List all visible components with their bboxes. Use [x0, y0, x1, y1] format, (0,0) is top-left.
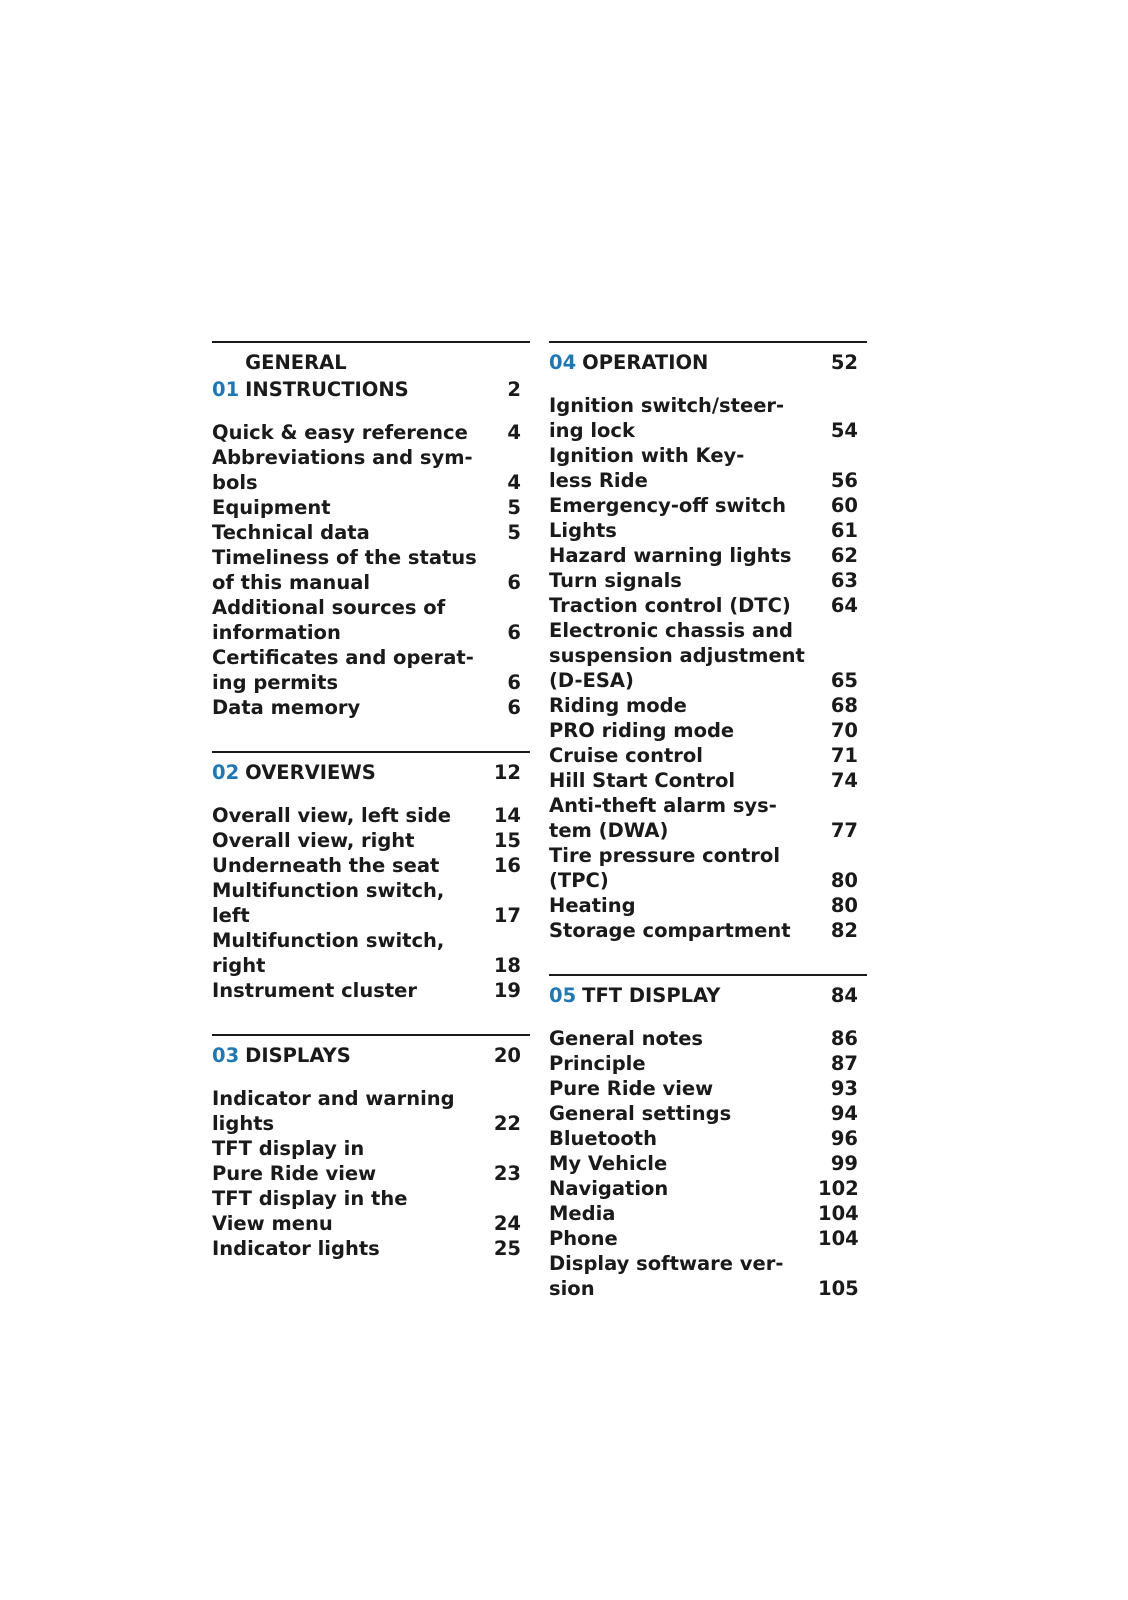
entry-title: Heating: [549, 894, 636, 917]
toc-entry[interactable]: [549, 1251, 867, 1301]
entry-page-number: 5: [507, 521, 521, 544]
entry-page-number: 22: [493, 1112, 521, 1135]
section-header[interactable]: [212, 349, 530, 403]
toc-entry[interactable]: [549, 1026, 867, 1051]
entry-page-number: 6: [507, 571, 521, 594]
entry-title: Traction control (DTC): [549, 594, 791, 617]
entry-page-number: 61: [830, 519, 858, 542]
section-page-number: 12: [493, 761, 521, 784]
entry-title: Pure Ride view: [549, 1077, 714, 1100]
entry-title: Indicator lights: [212, 1237, 380, 1260]
entry-page-number: 4: [507, 471, 521, 494]
toc-entry[interactable]: [549, 1126, 867, 1151]
section-header[interactable]: [549, 349, 867, 376]
entry-page-number: 77: [830, 819, 858, 842]
toc-entry[interactable]: [549, 518, 867, 543]
toc-entry[interactable]: [549, 893, 867, 918]
entry-page-number: 80: [830, 894, 858, 917]
toc-entry[interactable]: [549, 593, 867, 618]
entry-page-number: 104: [818, 1227, 859, 1250]
entry-page-number: 19: [493, 979, 521, 1002]
toc-entry[interactable]: [212, 420, 530, 445]
entry-title: Ignition with Key- less Ride: [549, 444, 745, 492]
section-page-number: 84: [830, 984, 858, 1007]
section-title: TFT DISPLAY: [582, 984, 721, 1007]
toc-entry[interactable]: [549, 1176, 867, 1201]
entry-title: General settings: [549, 1102, 732, 1125]
toc-section-04: [549, 341, 867, 943]
entry-page-number: 18: [493, 954, 521, 977]
entry-title: My Vehicle: [549, 1152, 668, 1175]
toc-section-05: [549, 974, 867, 1301]
entry-title: Bluetooth: [549, 1127, 657, 1150]
entry-title: TFT display in the View menu: [212, 1187, 408, 1235]
entry-title: Multifunction switch, right: [212, 929, 445, 977]
toc-entry[interactable]: [549, 1151, 867, 1176]
entry-page-number: 6: [507, 696, 521, 719]
entry-page-number: 23: [493, 1162, 521, 1185]
entry-title: Lights: [549, 519, 617, 542]
toc-entry[interactable]: [549, 768, 867, 793]
entry-title: Additional sources of information: [212, 596, 446, 644]
entry-title: Anti-theft alarm sys- tem (DWA): [549, 794, 777, 842]
entry-page-number: 87: [830, 1052, 858, 1075]
section-title: OVERVIEWS: [245, 761, 376, 784]
toc-entry[interactable]: [549, 1226, 867, 1251]
section-header[interactable]: [212, 759, 530, 786]
toc-entry[interactable]: [549, 918, 867, 943]
section-title: OPERATION: [582, 351, 709, 374]
entry-page-number: 68: [830, 694, 858, 717]
toc-section-03: [212, 1034, 530, 1261]
entry-title: TFT display in Pure Ride view: [212, 1137, 377, 1185]
toc-entry[interactable]: [549, 843, 867, 893]
toc-entry[interactable]: [549, 793, 867, 843]
entry-page-number: 74: [830, 769, 858, 792]
entry-page-number: 5: [507, 496, 521, 519]
entry-title: Tire pressure control (TPC): [549, 844, 781, 892]
entry-page-number: 71: [830, 744, 858, 767]
entry-title: Quick & easy reference: [212, 421, 468, 444]
toc-entry[interactable]: [212, 853, 530, 878]
toc-entry[interactable]: [549, 1201, 867, 1226]
section-number: 05: [549, 984, 577, 1007]
section-header[interactable]: [549, 982, 867, 1009]
entry-page-number: 54: [830, 419, 858, 442]
toc-entry[interactable]: [212, 495, 530, 520]
entry-page-number: 60: [830, 494, 858, 517]
toc-entry[interactable]: [549, 718, 867, 743]
entry-page-number: 70: [830, 719, 858, 742]
section-number: 04: [549, 351, 577, 374]
entry-title: Instrument cluster: [212, 979, 417, 1002]
section-page-number: 2: [507, 378, 521, 401]
entry-page-number: 25: [493, 1237, 521, 1260]
toc-entry[interactable]: [212, 545, 530, 595]
entry-title: Riding mode: [549, 694, 687, 717]
entry-title: Equipment: [212, 496, 331, 519]
toc-entry[interactable]: [549, 1101, 867, 1126]
toc-entry[interactable]: [212, 1236, 530, 1261]
entry-page-number: 15: [493, 829, 521, 852]
entry-title: Emergency-off switch: [549, 494, 786, 517]
entry-title: Overall view, left side: [212, 804, 452, 827]
toc-column-right: [549, 341, 867, 1301]
entry-title: Underneath the seat: [212, 854, 440, 877]
toc-entry[interactable]: [212, 1136, 530, 1186]
entry-page-number: 63: [830, 569, 858, 592]
toc-entry[interactable]: [549, 743, 867, 768]
section-number: 02: [212, 761, 240, 784]
entry-page-number: 17: [493, 904, 521, 927]
entry-page-number: 94: [830, 1102, 858, 1125]
entry-title: Cruise control: [549, 744, 703, 767]
entry-title: Display software ver- sion: [549, 1252, 784, 1300]
toc-entry[interactable]: [549, 693, 867, 718]
section-page-number: 20: [493, 1044, 521, 1067]
entry-title: Certificates and operat- ing permits: [212, 646, 474, 694]
section-title: DISPLAYS: [245, 1044, 351, 1067]
entry-title: Data memory: [212, 696, 361, 719]
toc-section-01: [212, 341, 530, 720]
toc-entry[interactable]: [549, 1051, 867, 1076]
entry-title: Storage compartment: [549, 919, 791, 942]
entry-title: Overall view, right: [212, 829, 415, 852]
toc-entry[interactable]: [549, 543, 867, 568]
entry-page-number: 82: [830, 919, 858, 942]
entry-page-number: 6: [507, 671, 521, 694]
entry-title: Hazard warning lights: [549, 544, 792, 567]
entry-title: Timeliness of the status of this manual: [212, 546, 477, 594]
toc-entry[interactable]: [212, 595, 530, 645]
entry-page-number: 14: [493, 804, 521, 827]
entry-page-number: 104: [818, 1202, 859, 1225]
section-page-number: 52: [830, 351, 858, 374]
entry-title: Electronic chassis and suspension adjustment (D-ESA): [549, 619, 805, 692]
entry-title: Media: [549, 1202, 616, 1225]
toc-column-left: [212, 341, 530, 1261]
toc-entry[interactable]: [212, 695, 530, 720]
entry-title: Navigation: [549, 1177, 669, 1200]
toc-entry[interactable]: [212, 803, 530, 828]
entry-page-number: 99: [830, 1152, 858, 1175]
entry-title: General notes: [549, 1027, 704, 1050]
entry-page-number: 93: [830, 1077, 858, 1100]
entry-page-number: 62: [830, 544, 858, 567]
section-header[interactable]: [212, 1042, 530, 1069]
entry-title: PRO riding mode: [549, 719, 735, 742]
toc-entry[interactable]: [212, 645, 530, 695]
entry-page-number: 4: [507, 421, 521, 444]
entry-title: Indicator and warning lights: [212, 1087, 455, 1135]
entry-title: Technical data: [212, 521, 370, 544]
entry-page-number: 64: [830, 594, 858, 617]
toc-entry[interactable]: [212, 1186, 530, 1236]
toc-entry[interactable]: [549, 1076, 867, 1101]
entry-page-number: 102: [818, 1177, 859, 1200]
toc-entry[interactable]: [549, 618, 867, 693]
section-title: GENERAL INSTRUCTIONS: [245, 351, 409, 401]
toc-entry[interactable]: [212, 828, 530, 853]
entry-title: Phone: [549, 1227, 618, 1250]
entry-title: Abbreviations and sym- bols: [212, 446, 473, 494]
entry-page-number: 16: [493, 854, 521, 877]
entry-title: Principle: [549, 1052, 646, 1075]
entry-title: Turn signals: [549, 569, 682, 592]
entry-title: Ignition switch/steer- ing lock: [549, 394, 785, 442]
entry-page-number: 86: [830, 1027, 858, 1050]
entry-page-number: 24: [493, 1212, 521, 1235]
entry-page-number: 105: [818, 1277, 859, 1300]
entry-page-number: 96: [830, 1127, 858, 1150]
entry-page-number: 80: [830, 869, 858, 892]
toc-entry[interactable]: [212, 928, 530, 978]
entry-title: Hill Start Control: [549, 769, 736, 792]
toc-entry[interactable]: [212, 520, 530, 545]
toc-entry[interactable]: [212, 1086, 530, 1136]
section-number: 03: [212, 1044, 240, 1067]
toc-entry[interactable]: [549, 393, 867, 443]
entry-title: Multifunction switch, left: [212, 879, 445, 927]
toc-entry[interactable]: [549, 493, 867, 518]
entry-page-number: 6: [507, 621, 521, 644]
toc-entry[interactable]: [549, 443, 867, 493]
section-number: 01: [212, 378, 240, 401]
toc-entry[interactable]: [212, 445, 530, 495]
toc-entry[interactable]: [212, 878, 530, 928]
entry-page-number: 65: [830, 669, 858, 692]
entry-page-number: 56: [830, 469, 858, 492]
toc-section-02: [212, 751, 530, 1003]
toc-entry[interactable]: [212, 978, 530, 1003]
toc-entry[interactable]: [549, 568, 867, 593]
